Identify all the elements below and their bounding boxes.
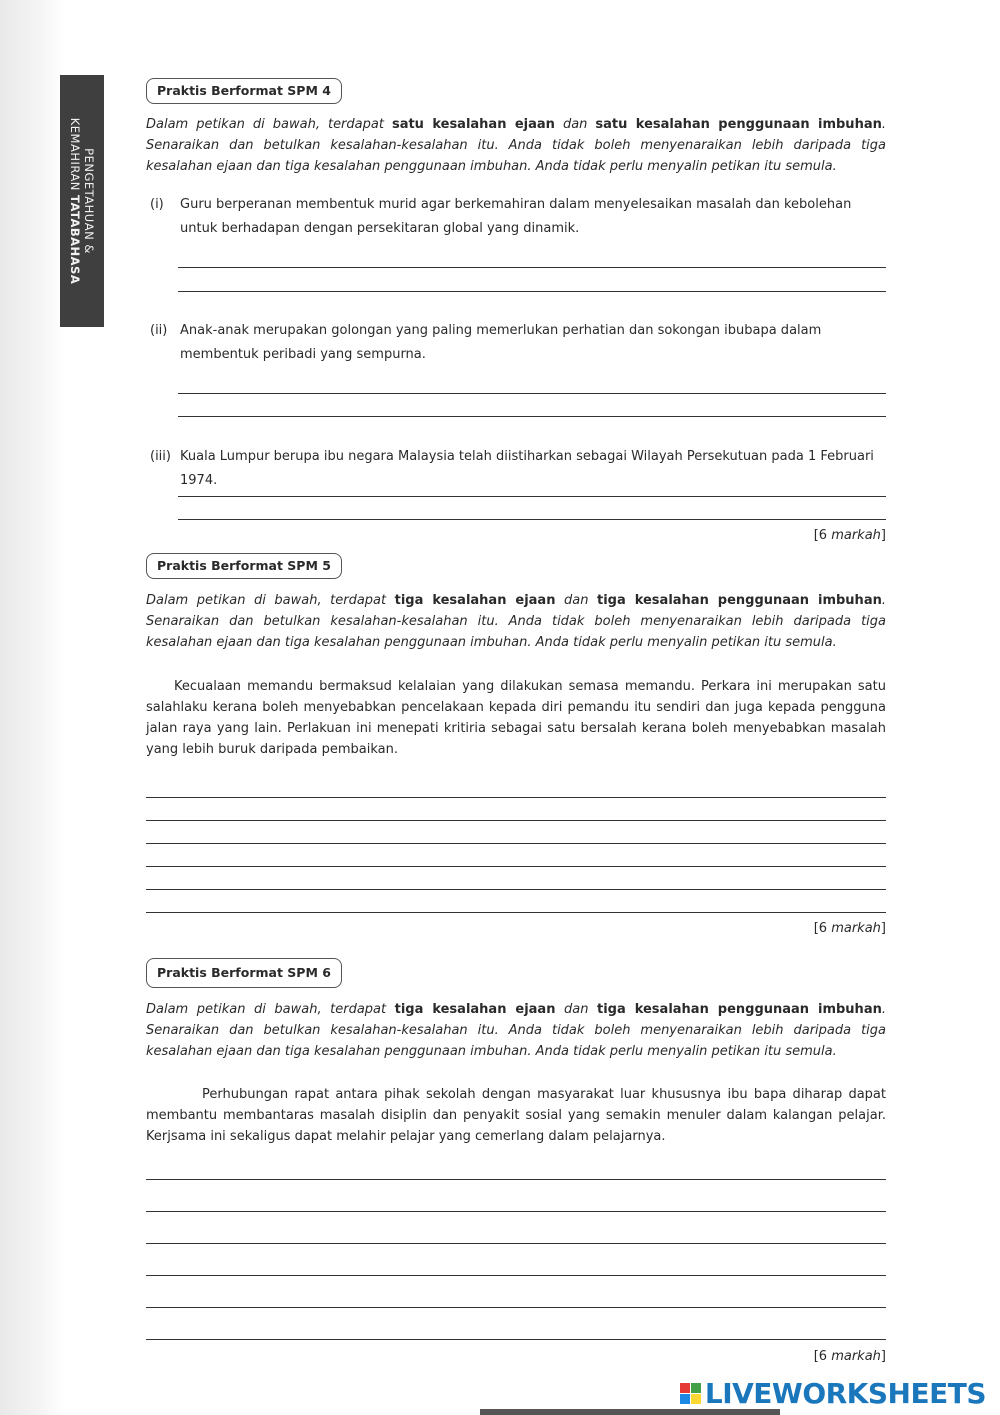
section-heading-spm4: Praktis Berformat SPM 4 [146, 78, 342, 104]
instruction-spm6: Dalam petikan di bawah, terdapat tiga kesalahan ejaan dan tiga kesalahan penggunaan imbuhan. Senaraikan dan betulkan kesalahan-kesalahan itu. Anda tidak boleh menyenaraikan lebih daripada tiga kesalahan ejaan dan tiga kesalahan penggunaan imbuhan. Anda tidak perlu menyalin petikan itu semula. [146, 1002, 886, 1059]
answer-line[interactable] [178, 496, 886, 497]
brand-name: LIVEWORKSHEETS [704, 1376, 986, 1410]
answer-line[interactable] [146, 912, 886, 913]
question-text: Anak-anak merupakan golongan yang paling memerlukan perhatian dan sokongan ibubapa dalam membentuk peribadi yang sempurna. [180, 323, 822, 362]
question-number: (ii) [150, 323, 168, 338]
passage-spm5: Kecualaan memandu bermaksud kelalaian yang dilakukan semasa memandu. Perkara ini merupakan satu salahlaku kerana boleh menyebabkan pencelakaan kepada diri pemandu itu sendiri dan juga kepada pengguna jalan raya yang lain. Perlakuan ini menepati kritiria sebagai satu bersalah kerana boleh menyebabkan masalah yang lebih buruk daripada pembaikan. [146, 679, 886, 757]
chapter-side-tab [60, 75, 104, 327]
question-text: Guru berperanan membentuk murid agar berkemahiran dalam menyelesaikan masalah dan kebolehan untuk berhadapan dengan persekitaran global yang dinamik. [180, 197, 852, 236]
side-tab-line1: PENGETAHUAN & [82, 148, 96, 254]
marks-label: [6 markah] [813, 921, 886, 936]
answer-line[interactable] [178, 416, 886, 417]
answer-line[interactable] [146, 1339, 886, 1340]
answer-line[interactable] [146, 1179, 886, 1180]
answer-line[interactable] [178, 267, 886, 268]
question-i [146, 193, 886, 241]
question-iii [146, 445, 886, 493]
section-heading-spm5: Praktis Berformat SPM 5 [146, 553, 342, 579]
marks-label: [6 markah] [813, 528, 886, 543]
answer-line[interactable] [146, 1307, 886, 1308]
answer-line[interactable] [146, 866, 886, 867]
scan-edge [0, 0, 64, 1415]
instruction-spm5: Dalam petikan di bawah, terdapat tiga kesalahan ejaan dan tiga kesalahan penggunaan imbuhan. Senaraikan dan betulkan kesalahan-kesalahan itu. Anda tidak boleh menyenaraikan lebih daripada tiga kesalahan ejaan dan tiga kesalahan penggunaan imbuhan. Anda tidak perlu menyalin petikan itu semula. [146, 593, 886, 650]
passage-spm6: Perhubungan rapat antara pihak sekolah dengan masyarakat luar khususnya ibu bapa diharap dapat membantu membantaras masalah disiplin dan penyakit sosial yang semakin menuler dalam kalangan pelajar. Kerjsama ini sekaligus dapat melahir pelajar yang cemerlang dalam pelajarnya. [146, 1087, 886, 1144]
marks-label: [6 markah] [813, 1349, 886, 1364]
logo-grid-icon [680, 1383, 701, 1404]
section-heading-spm6: Praktis Berformat SPM 6 [146, 958, 342, 988]
question-ii [146, 319, 886, 367]
question-number: (i) [150, 197, 164, 212]
answer-line[interactable] [178, 291, 886, 292]
answer-line[interactable] [146, 820, 886, 821]
side-tab-line3: TATABAHASA [68, 195, 82, 285]
answer-line[interactable] [178, 393, 886, 394]
answer-line[interactable] [178, 519, 886, 520]
answer-line[interactable] [146, 1211, 886, 1212]
side-tab-line2: KEMAHIRAN [68, 117, 82, 191]
answer-line[interactable] [146, 797, 886, 798]
answer-line[interactable] [146, 1275, 886, 1276]
question-number: (iii) [150, 449, 171, 464]
answer-line[interactable] [146, 889, 886, 890]
liveworksheets-logo [680, 1375, 986, 1411]
question-text: Kuala Lumpur berupa ibu negara Malaysia telah diistiharkan sebagai Wilayah Persekutuan pada 1 Februari 1974. [180, 449, 874, 488]
answer-line[interactable] [146, 843, 886, 844]
instruction-spm4: Dalam petikan di bawah, terdapat satu kesalahan ejaan dan satu kesalahan penggunaan imbuhan. Senaraikan dan betulkan kesalahan-kesalahan itu. Anda tidak boleh menyenaraikan lebih daripada tiga kesalahan ejaan dan tiga kesalahan penggunaan imbuhan. Anda tidak perlu menyalin petikan itu semula. [146, 117, 886, 174]
answer-line[interactable] [146, 1243, 886, 1244]
